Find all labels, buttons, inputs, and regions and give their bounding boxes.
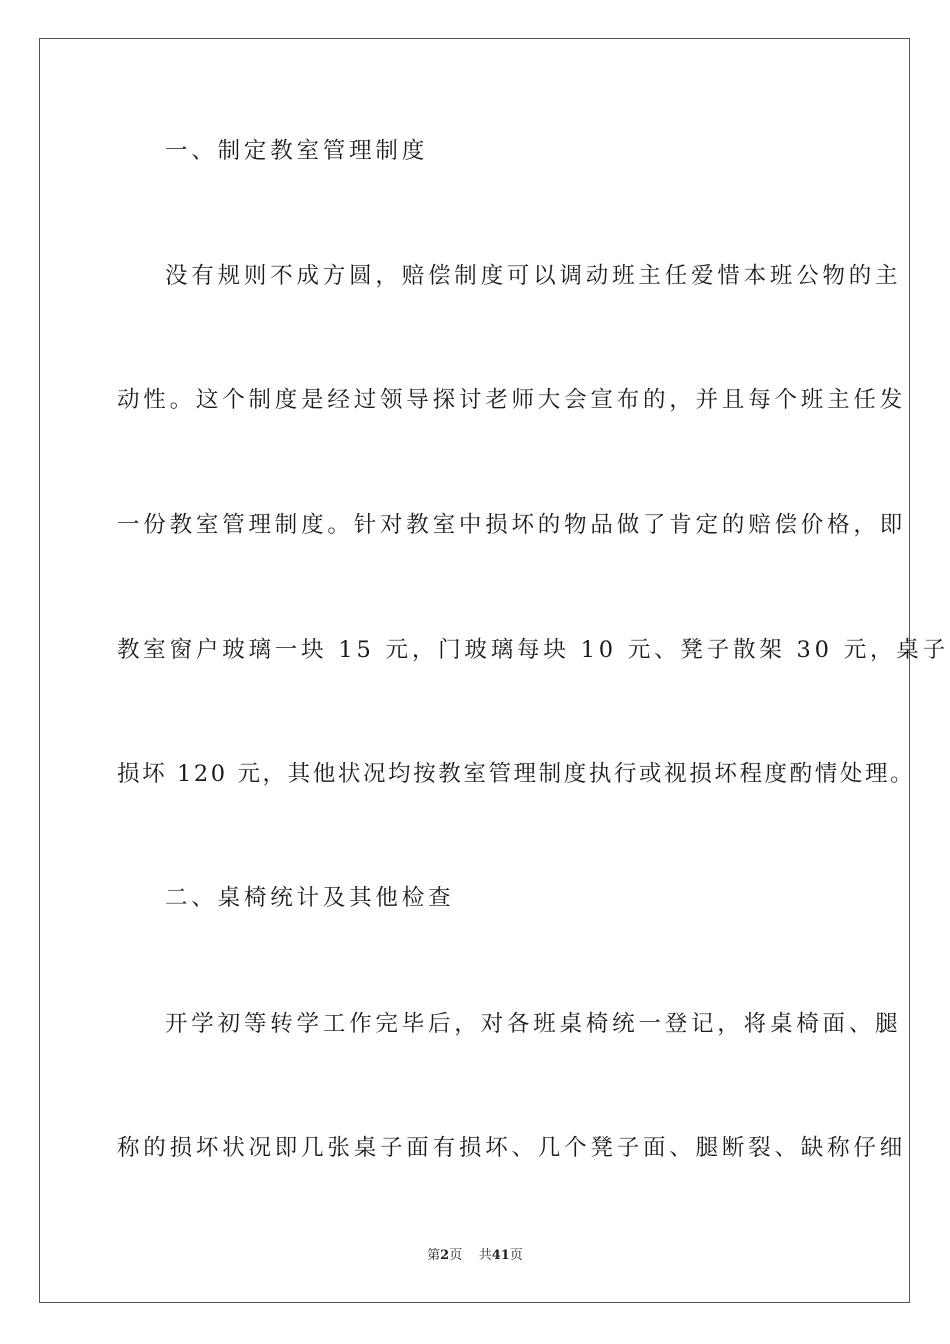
paragraph-line: 损坏 120 元，其他状况均按教室管理制度执行或视损坏程度酌情处理。 [117,761,916,787]
section-heading-2: 二、桌椅统计及其他检查 [165,885,455,911]
paragraph-line: 称的损坏状况即几张桌子面有损坏、几个凳子面、腿断裂、缺称仔细 [117,1135,907,1161]
paragraph-line: 一份教室管理制度。针对教室中损坏的物品做了肯定的赔偿价格，即 [117,512,907,538]
total-prefix: 共 [478,1248,492,1263]
page-suffix: 页 [449,1248,463,1263]
paragraph-line: 开学初等转学工作完毕后，对各班桌椅统一登记，将桌椅面、腿 [165,1011,902,1037]
paragraph-line: 没有规则不成方圆，赔偿制度可以调动班主任爱惜本班公物的主 [165,263,902,289]
paragraph-line: 教室窗户玻璃一块 15 元，门玻璃每块 10 元、凳子散架 30 元，桌子 [117,637,949,663]
page-prefix: 第 [427,1248,441,1263]
total-suffix: 页 [509,1248,523,1263]
total-pages: 41 [491,1248,510,1263]
page-border [39,38,949,1303]
page-footer [0,1247,950,1265]
paragraph-line: 动性。这个制度是经过领导探讨老师大会宣布的，并且每个班主任发 [117,387,907,413]
page-number: 2 [440,1248,450,1263]
section-heading-1: 一、制定教室管理制度 [165,138,429,164]
